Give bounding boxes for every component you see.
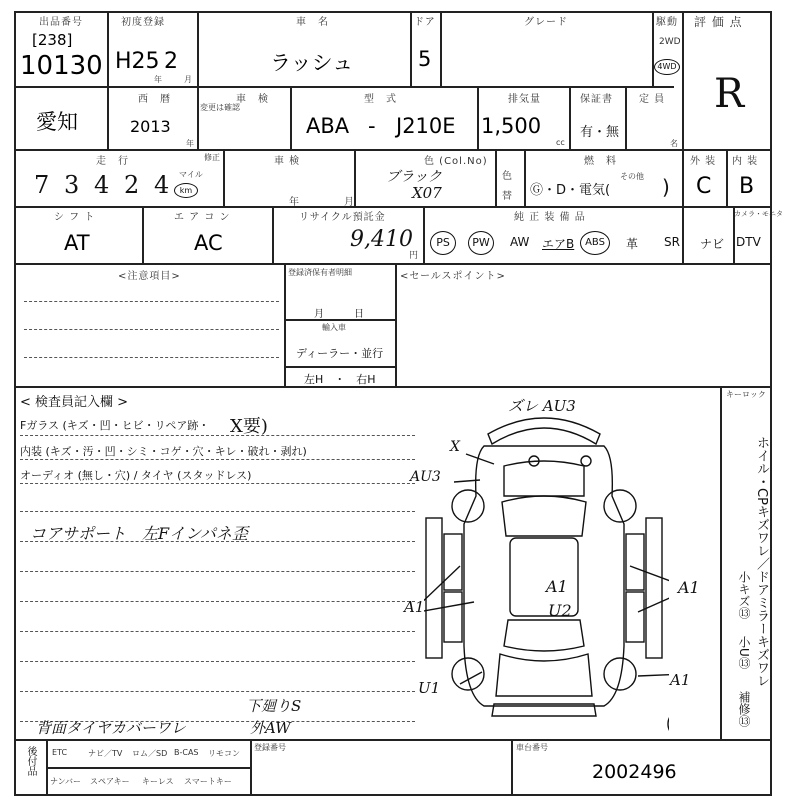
ac: AC bbox=[194, 231, 223, 255]
audio-line: オーディオ (無し・穴) / タイヤ (スタッドレス) bbox=[20, 469, 252, 482]
equip-leather: 革 bbox=[626, 237, 639, 251]
steering: 左H ・ 右H bbox=[304, 373, 376, 386]
exterior-grade: C bbox=[696, 174, 712, 199]
car-name-label: 車 名 bbox=[296, 17, 329, 28]
color-change-2: 替 bbox=[502, 191, 512, 202]
equipment-list bbox=[430, 231, 770, 255]
displacement-unit: cc bbox=[556, 138, 565, 147]
shift: AT bbox=[64, 231, 90, 255]
recycle-label: リサイクル預託金 bbox=[299, 212, 386, 223]
equipment-label: 純 正 装 備 品 bbox=[514, 212, 586, 223]
inspector-bottom bbox=[14, 739, 770, 741]
model-year-unit: 年 bbox=[186, 139, 194, 148]
auction-sheet bbox=[14, 11, 783, 796]
dotted-line bbox=[24, 301, 279, 302]
diagram-top-note: ズレ AU3 bbox=[508, 397, 576, 415]
diagram-a1-right: A1 bbox=[678, 578, 700, 597]
caution-label: <注意項目> bbox=[118, 271, 181, 282]
km-label: km bbox=[174, 183, 198, 198]
interior-line: 内装 (キズ・汚・凹・シミ・コゲ・穴・キレ・破れ・剥れ) bbox=[20, 445, 307, 458]
v-line bbox=[410, 11, 412, 87]
color-name: ブラック bbox=[386, 169, 442, 185]
interior-label: 内 装 bbox=[732, 156, 759, 167]
side-vertical-note: ホイル・CPキズワレ／ドアミラーキズワレ bbox=[754, 436, 769, 687]
model-year-label: 西 暦 bbox=[138, 94, 171, 105]
lot-number: 10130 bbox=[20, 51, 103, 81]
dotted-line bbox=[20, 601, 415, 602]
v-line bbox=[290, 87, 292, 149]
fuel-options: Ⓖ・D・電気( bbox=[530, 183, 611, 198]
capacity-label: 定 員 bbox=[639, 94, 666, 105]
aftermarket-item: リモコン bbox=[208, 749, 240, 758]
key-lock-label: キーロック bbox=[726, 390, 766, 399]
side-repair: 補修⑬ bbox=[737, 691, 751, 727]
color-code: X07 bbox=[412, 184, 442, 202]
v-line bbox=[652, 11, 654, 87]
interior-grade: B bbox=[739, 174, 755, 199]
equip-airbag: エアB bbox=[542, 237, 575, 251]
capacity-unit: 名 bbox=[670, 139, 678, 148]
handwritten-note-4: 外AW bbox=[250, 719, 291, 737]
dotted-line bbox=[20, 631, 415, 632]
chassis-label: 車台番号 bbox=[516, 743, 548, 752]
exterior-label: 外 装 bbox=[690, 156, 717, 167]
model-dash: - bbox=[368, 114, 376, 138]
first-reg-year: H25 bbox=[115, 49, 160, 74]
dotted-line bbox=[20, 511, 415, 512]
camera-label: カメラ・モニタ bbox=[734, 210, 783, 218]
dotted-line bbox=[20, 691, 415, 692]
aftermarket-item: B-CAS bbox=[174, 748, 199, 757]
equip-ps: PS bbox=[430, 231, 456, 255]
recycle-amount: 9,410 bbox=[350, 227, 413, 252]
year-unit: 年 bbox=[154, 75, 162, 84]
aftermarket-item: スマートキー bbox=[184, 777, 232, 786]
diagram-a1-left: A1 bbox=[404, 598, 425, 616]
equip-pw: PW bbox=[468, 231, 494, 255]
v-line bbox=[682, 11, 684, 149]
v-line bbox=[142, 206, 144, 263]
color-label: 色 (Col.No) bbox=[424, 156, 488, 167]
door-label: ドア bbox=[414, 17, 436, 28]
aftermarket-row2 bbox=[48, 771, 250, 793]
v-line bbox=[272, 206, 274, 263]
frame-left bbox=[14, 11, 16, 796]
v-line bbox=[569, 87, 571, 149]
reg-no-label: 登録番号 bbox=[254, 743, 286, 752]
inspection-note: 変更は確認 bbox=[200, 103, 240, 112]
mileage-digit: 7 bbox=[34, 171, 50, 199]
lot-bracket: [238] bbox=[32, 31, 73, 49]
import-type: ディーラー・並行 bbox=[296, 347, 384, 360]
diagram-u1-left: U1 bbox=[418, 679, 441, 697]
fuel-label: 燃 料 bbox=[584, 156, 617, 167]
row2-bottom bbox=[14, 149, 770, 151]
v-line bbox=[625, 87, 627, 149]
fuel-close: ) bbox=[662, 175, 670, 199]
aftermarket-item: キーレス bbox=[142, 777, 174, 786]
fuel-other: その他 bbox=[620, 172, 644, 181]
dotted-line bbox=[24, 357, 279, 358]
first-reg-label: 初度登録 bbox=[121, 17, 165, 28]
side-small-scratch: 小キズ⑬ bbox=[737, 571, 751, 619]
inspection-month: 月 bbox=[344, 197, 354, 208]
first-reg-month: 2 bbox=[164, 49, 178, 74]
aftermarket-row1 bbox=[48, 743, 250, 765]
dotted-line bbox=[20, 459, 415, 460]
shift-label: シ フ ト bbox=[54, 212, 96, 223]
door-count: 5 bbox=[418, 47, 432, 71]
handwritten-note-3: 背面タイヤカバーワレ bbox=[36, 719, 186, 737]
mileage-digit: 4 bbox=[94, 171, 110, 199]
model-label: 型 式 bbox=[364, 94, 397, 105]
mileage-digit: 3 bbox=[64, 171, 80, 199]
aftermarket-label: 後付品 bbox=[25, 746, 36, 776]
record-label: 登録済保有者明細 bbox=[288, 268, 352, 277]
v-line bbox=[495, 149, 497, 206]
dotted-line bbox=[20, 483, 415, 484]
diagram-a1-bottom-right: A1 bbox=[670, 671, 691, 689]
cert-label: 保証書 bbox=[580, 94, 613, 105]
v-line bbox=[423, 206, 425, 263]
displacement-label: 排気量 bbox=[508, 94, 541, 105]
taxi-label: 修正 bbox=[204, 153, 220, 162]
inspector-title: < 検査員記入欄 > bbox=[20, 395, 129, 410]
score-label: 評 価 点 bbox=[694, 15, 743, 29]
import-label: 輸入車 bbox=[322, 323, 346, 332]
car-name: ラッシュ bbox=[270, 51, 354, 75]
row3-bottom bbox=[14, 206, 770, 208]
sales-point-label: <セールスポイント> bbox=[400, 271, 506, 282]
v-line bbox=[477, 87, 479, 149]
dotted-line bbox=[24, 329, 279, 330]
car-diagram bbox=[424, 406, 669, 731]
aftermarket-item: ナンバー bbox=[50, 777, 82, 786]
inspection-label: 車 検 bbox=[236, 94, 269, 105]
model-code: J210E bbox=[396, 114, 456, 138]
v-line bbox=[354, 149, 356, 206]
diagram-u2-center: U2 bbox=[548, 601, 572, 620]
equip-abs: ABS bbox=[580, 231, 610, 255]
drive-2wd: 2WD bbox=[659, 37, 681, 47]
equip-aw: AW bbox=[510, 235, 530, 249]
dotted-line bbox=[20, 435, 415, 436]
model-year: 2013 bbox=[130, 117, 171, 136]
v-line bbox=[726, 149, 728, 206]
handwritten-note-2: 下廻りS bbox=[246, 697, 302, 715]
glass-mark: X要) bbox=[230, 416, 268, 437]
v-line bbox=[720, 386, 722, 739]
glass-line: Fガラス (キズ・凹・ヒビ・リペア跡・ bbox=[20, 419, 210, 432]
color-change-1: 色 bbox=[502, 171, 512, 182]
cert-value: 有・無 bbox=[580, 125, 620, 140]
v-line bbox=[223, 149, 225, 206]
v-line bbox=[511, 739, 513, 796]
aftermarket-item: ロム／SD bbox=[132, 749, 168, 758]
mileage-digit: 4 bbox=[154, 171, 170, 199]
chassis-number: 2002496 bbox=[592, 761, 677, 783]
equip-dtv: DTV bbox=[736, 235, 761, 249]
h-line bbox=[46, 767, 251, 769]
record-month-day: 月 日 bbox=[314, 309, 364, 320]
v-line bbox=[107, 11, 109, 149]
displacement: 1,500 bbox=[481, 114, 542, 138]
diagram-x-mark: X bbox=[450, 439, 460, 455]
dotted-line bbox=[20, 571, 415, 572]
grade-label: グレード bbox=[524, 17, 568, 28]
drive-4wd: 4WD bbox=[654, 59, 680, 75]
ac-label: エ ア コ ン bbox=[174, 212, 231, 223]
score: R bbox=[714, 71, 745, 117]
aftermarket-item: ETC bbox=[52, 748, 68, 757]
v-line bbox=[440, 11, 442, 87]
inspection-year: 年 bbox=[289, 197, 299, 208]
diagram-a1-center: A1 bbox=[546, 577, 568, 596]
diagram-au3: AU3 bbox=[410, 469, 441, 485]
side-small-u: 小U⑬ bbox=[737, 636, 751, 669]
v-line bbox=[524, 149, 526, 206]
frame-bottom bbox=[14, 794, 772, 796]
month-unit: 月 bbox=[184, 75, 192, 84]
mile-label: マイル bbox=[179, 170, 203, 179]
handwritten-note-1: コアサポート 左Fインパネ歪 bbox=[30, 524, 248, 543]
equip-navi: ナビ bbox=[700, 237, 725, 251]
v-line bbox=[197, 11, 199, 87]
h-line bbox=[284, 366, 396, 368]
aftermarket-item: スペアキー bbox=[90, 777, 130, 786]
drive-label: 駆動 bbox=[656, 17, 678, 28]
row1-bottom bbox=[14, 86, 674, 88]
inspection-label-2: 車 検 bbox=[274, 156, 301, 167]
notes-bottom bbox=[14, 386, 770, 388]
mileage-digit: 2 bbox=[124, 171, 140, 199]
mileage-label: 走 行 bbox=[96, 156, 129, 167]
v-line bbox=[197, 87, 199, 149]
model-prefix: ABA bbox=[306, 114, 350, 138]
lot-no-label: 出品番号 bbox=[39, 17, 83, 28]
region: 愛知 bbox=[36, 110, 78, 134]
dotted-line bbox=[20, 661, 415, 662]
row4-bottom bbox=[14, 263, 770, 265]
equip-sunroof: SR bbox=[664, 235, 680, 249]
recycle-unit: 円 bbox=[409, 251, 419, 261]
aftermarket-item: ナビ／TV bbox=[88, 749, 123, 758]
